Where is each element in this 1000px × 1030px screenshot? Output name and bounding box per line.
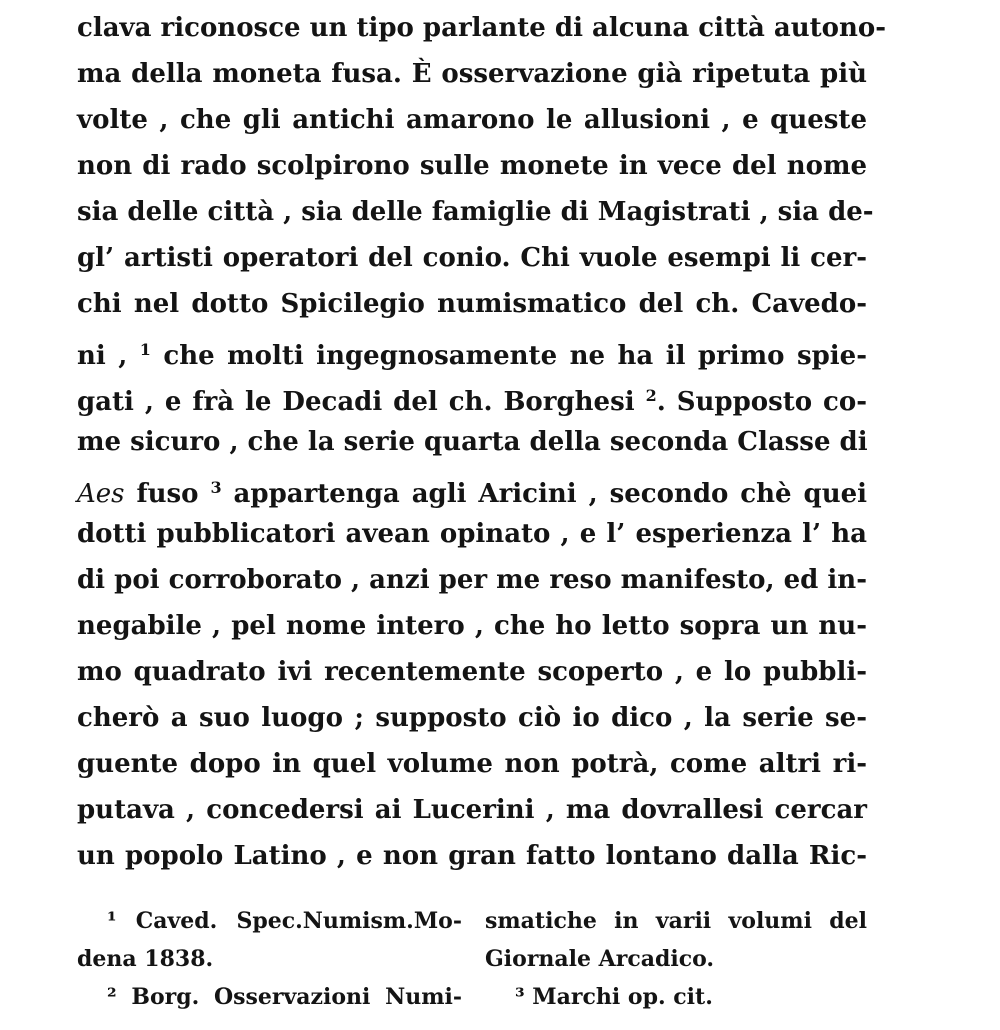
text-line-11-mid: fuso <box>124 479 211 509</box>
text-line-16: cherò a suo luogo ; supposto ciò io dico , la serie se- <box>77 703 867 733</box>
text-line-9 <box>77 373 867 419</box>
text-line-18: putava , concedersi ai Lucerini , ma dovrallesi cercar <box>77 795 867 825</box>
footnote-2-cont-line-1: smatiche in varii volumi del <box>485 908 867 934</box>
text-line-13: di poi corroborato , anzi per me reso manifesto, ed in- <box>77 565 867 595</box>
text-line-9-end: . Supposto co- <box>656 387 868 417</box>
text-line-9-start: gati , e frà le Decadi del ch. Borghesi <box>77 387 646 417</box>
footnotes <box>77 902 867 1016</box>
footnote-3-line-1: ³ Marchi op. cit. <box>515 984 713 1010</box>
text-line-15: mo quadrato ivi recentemente scoperto , e lo pubbli- <box>77 657 867 687</box>
text-line-4: non di rado scolpirono sulle monete in vece del nome <box>77 151 867 181</box>
text-line-1: clava riconosce un tipo parlante di alcuna città autono- <box>77 13 887 43</box>
text-line-2: ma della moneta fusa. È osservazione già ripetuta più <box>77 59 867 89</box>
footnote-2-line-1: ² Borg. Osservazioni Numi- <box>107 984 462 1010</box>
footnote-1-line-1: ¹ Caved. Spec.Numism.Mo- <box>107 908 462 934</box>
text-line-8-start: ni , <box>77 341 140 371</box>
text-line-11 <box>77 465 867 511</box>
footnote-1-line-2: dena 1838. <box>77 946 214 972</box>
text-line-10: me sicuro , che la serie quarta della seconda Classe di <box>77 427 868 457</box>
text-line-19: un popolo Latino , e non gran fatto lontano dalla Ric- <box>77 841 867 871</box>
text-line-6: gl’ artisti operatori del conio. Chi vuole esempi li cer- <box>77 243 867 273</box>
text-line-8-end: che molti ingegnosamente ne ha il primo spie- <box>150 341 868 371</box>
footnote-row-3 <box>77 978 867 1016</box>
body-text <box>77 0 887 879</box>
text-line-3: volte , che gli antichi amarono le allusioni , e queste <box>77 105 867 135</box>
text-line-17: guente dopo in quel volume non potrà, come altri ri- <box>77 749 867 779</box>
text-line-5: sia delle città , sia delle famiglie di Magistrati , sia de- <box>77 197 874 227</box>
text-line-11-end: appartenga agli Aricini , secondo chè quei <box>221 479 868 509</box>
text-line-12: dotti pubblicatori avean opinato , e l’ esperienza l’ ha <box>77 519 867 549</box>
footnote-ref-1: 1 <box>139 340 151 359</box>
footnote-row-2 <box>77 940 867 978</box>
footnote-row-1 <box>77 902 867 940</box>
footnote-ref-2: 2 <box>645 386 657 405</box>
footnote-ref-3: 3 <box>210 478 222 497</box>
aes-word: Aes <box>77 479 125 509</box>
text-line-14: negabile , pel nome intero , che ho letto sopra un nu- <box>77 611 867 641</box>
text-line-7: chi nel dotto Spicilegio numismatico del ch. Cavedo- <box>77 289 867 319</box>
text-line-8 <box>77 327 867 373</box>
footnote-2-cont-line-2: Giornale Arcadico. <box>485 946 715 972</box>
